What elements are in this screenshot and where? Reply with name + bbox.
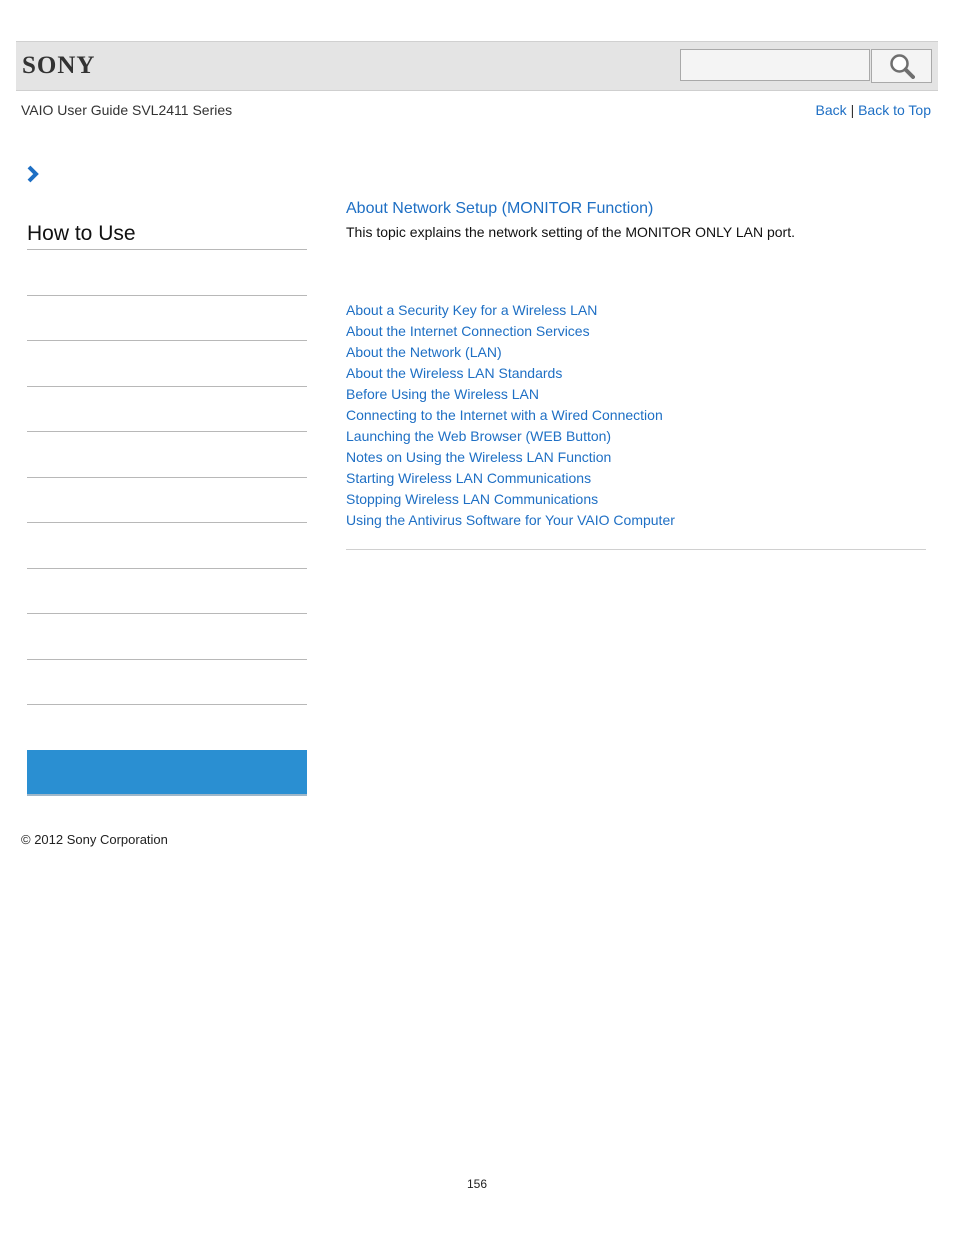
related-topic-link[interactable]: About the Wireless LAN Standards: [346, 365, 563, 381]
sidebar-divider: [27, 386, 307, 387]
sidebar-title: How to Use: [27, 222, 136, 245]
page-number: 156: [466, 1177, 488, 1191]
related-topic-link[interactable]: Launching the Web Browser (WEB Button): [346, 428, 612, 444]
sony-logo: SONY: [22, 52, 96, 79]
header-bar: [16, 41, 938, 91]
search-button[interactable]: [871, 49, 932, 83]
sidebar-divider: [27, 477, 307, 478]
sidebar-divider: [27, 704, 307, 705]
related-topic-link[interactable]: About a Security Key for a Wireless LAN: [346, 302, 598, 318]
sidebar-divider: [27, 613, 307, 614]
related-topic-link[interactable]: Stopping Wireless LAN Communications: [346, 491, 599, 507]
copyright: © 2012 Sony Corporation: [21, 832, 168, 847]
nav-separator: |: [850, 102, 855, 118]
sidebar-active-item[interactable]: [27, 750, 307, 796]
related-topic-link[interactable]: Connecting to the Internet with a Wired Connection: [346, 407, 663, 423]
topic-link[interactable]: About Network Setup (MONITOR Function): [346, 200, 654, 217]
sidebar-divider: [27, 340, 307, 341]
top-navigation: [816, 102, 931, 118]
list-item: [346, 489, 675, 510]
sidebar-divider: [27, 568, 307, 569]
related-topic-link[interactable]: About the Network (LAN): [346, 344, 502, 360]
list-item: [346, 363, 675, 384]
list-item: [346, 384, 675, 405]
list-item: [346, 426, 675, 447]
list-item: [346, 468, 675, 489]
sidebar-divider: [27, 431, 307, 432]
list-item: [346, 405, 675, 426]
back-link[interactable]: Back: [815, 102, 847, 118]
back-to-top-link[interactable]: Back to Top: [858, 102, 931, 118]
sidebar-divider: [27, 295, 307, 296]
list-item: [346, 300, 675, 321]
sidebar-divider: [27, 249, 307, 250]
chevron-right-icon: [25, 165, 41, 183]
list-item: [346, 342, 675, 363]
search-input[interactable]: [680, 49, 870, 81]
sidebar-divider: [27, 659, 307, 660]
magnifier-icon: [889, 53, 915, 79]
related-topic-link[interactable]: Using the Antivirus Software for Your VAIO Computer: [346, 512, 675, 528]
sidebar-divider: [27, 522, 307, 523]
related-topic-link[interactable]: Before Using the Wireless LAN: [346, 386, 539, 402]
content-divider: [346, 549, 926, 550]
related-topic-link[interactable]: Starting Wireless LAN Communications: [346, 470, 592, 486]
list-item: [346, 510, 675, 531]
related-topics-list: [346, 300, 675, 531]
guide-title: VAIO User Guide SVL2411 Series: [21, 102, 233, 118]
list-item: [346, 321, 675, 342]
topic-description: This topic explains the network setting of the MONITOR ONLY LAN port.: [346, 224, 795, 240]
list-item: [346, 447, 675, 468]
related-topic-link[interactable]: Notes on Using the Wireless LAN Function: [346, 449, 612, 465]
related-topic-link[interactable]: About the Internet Connection Services: [346, 323, 590, 339]
